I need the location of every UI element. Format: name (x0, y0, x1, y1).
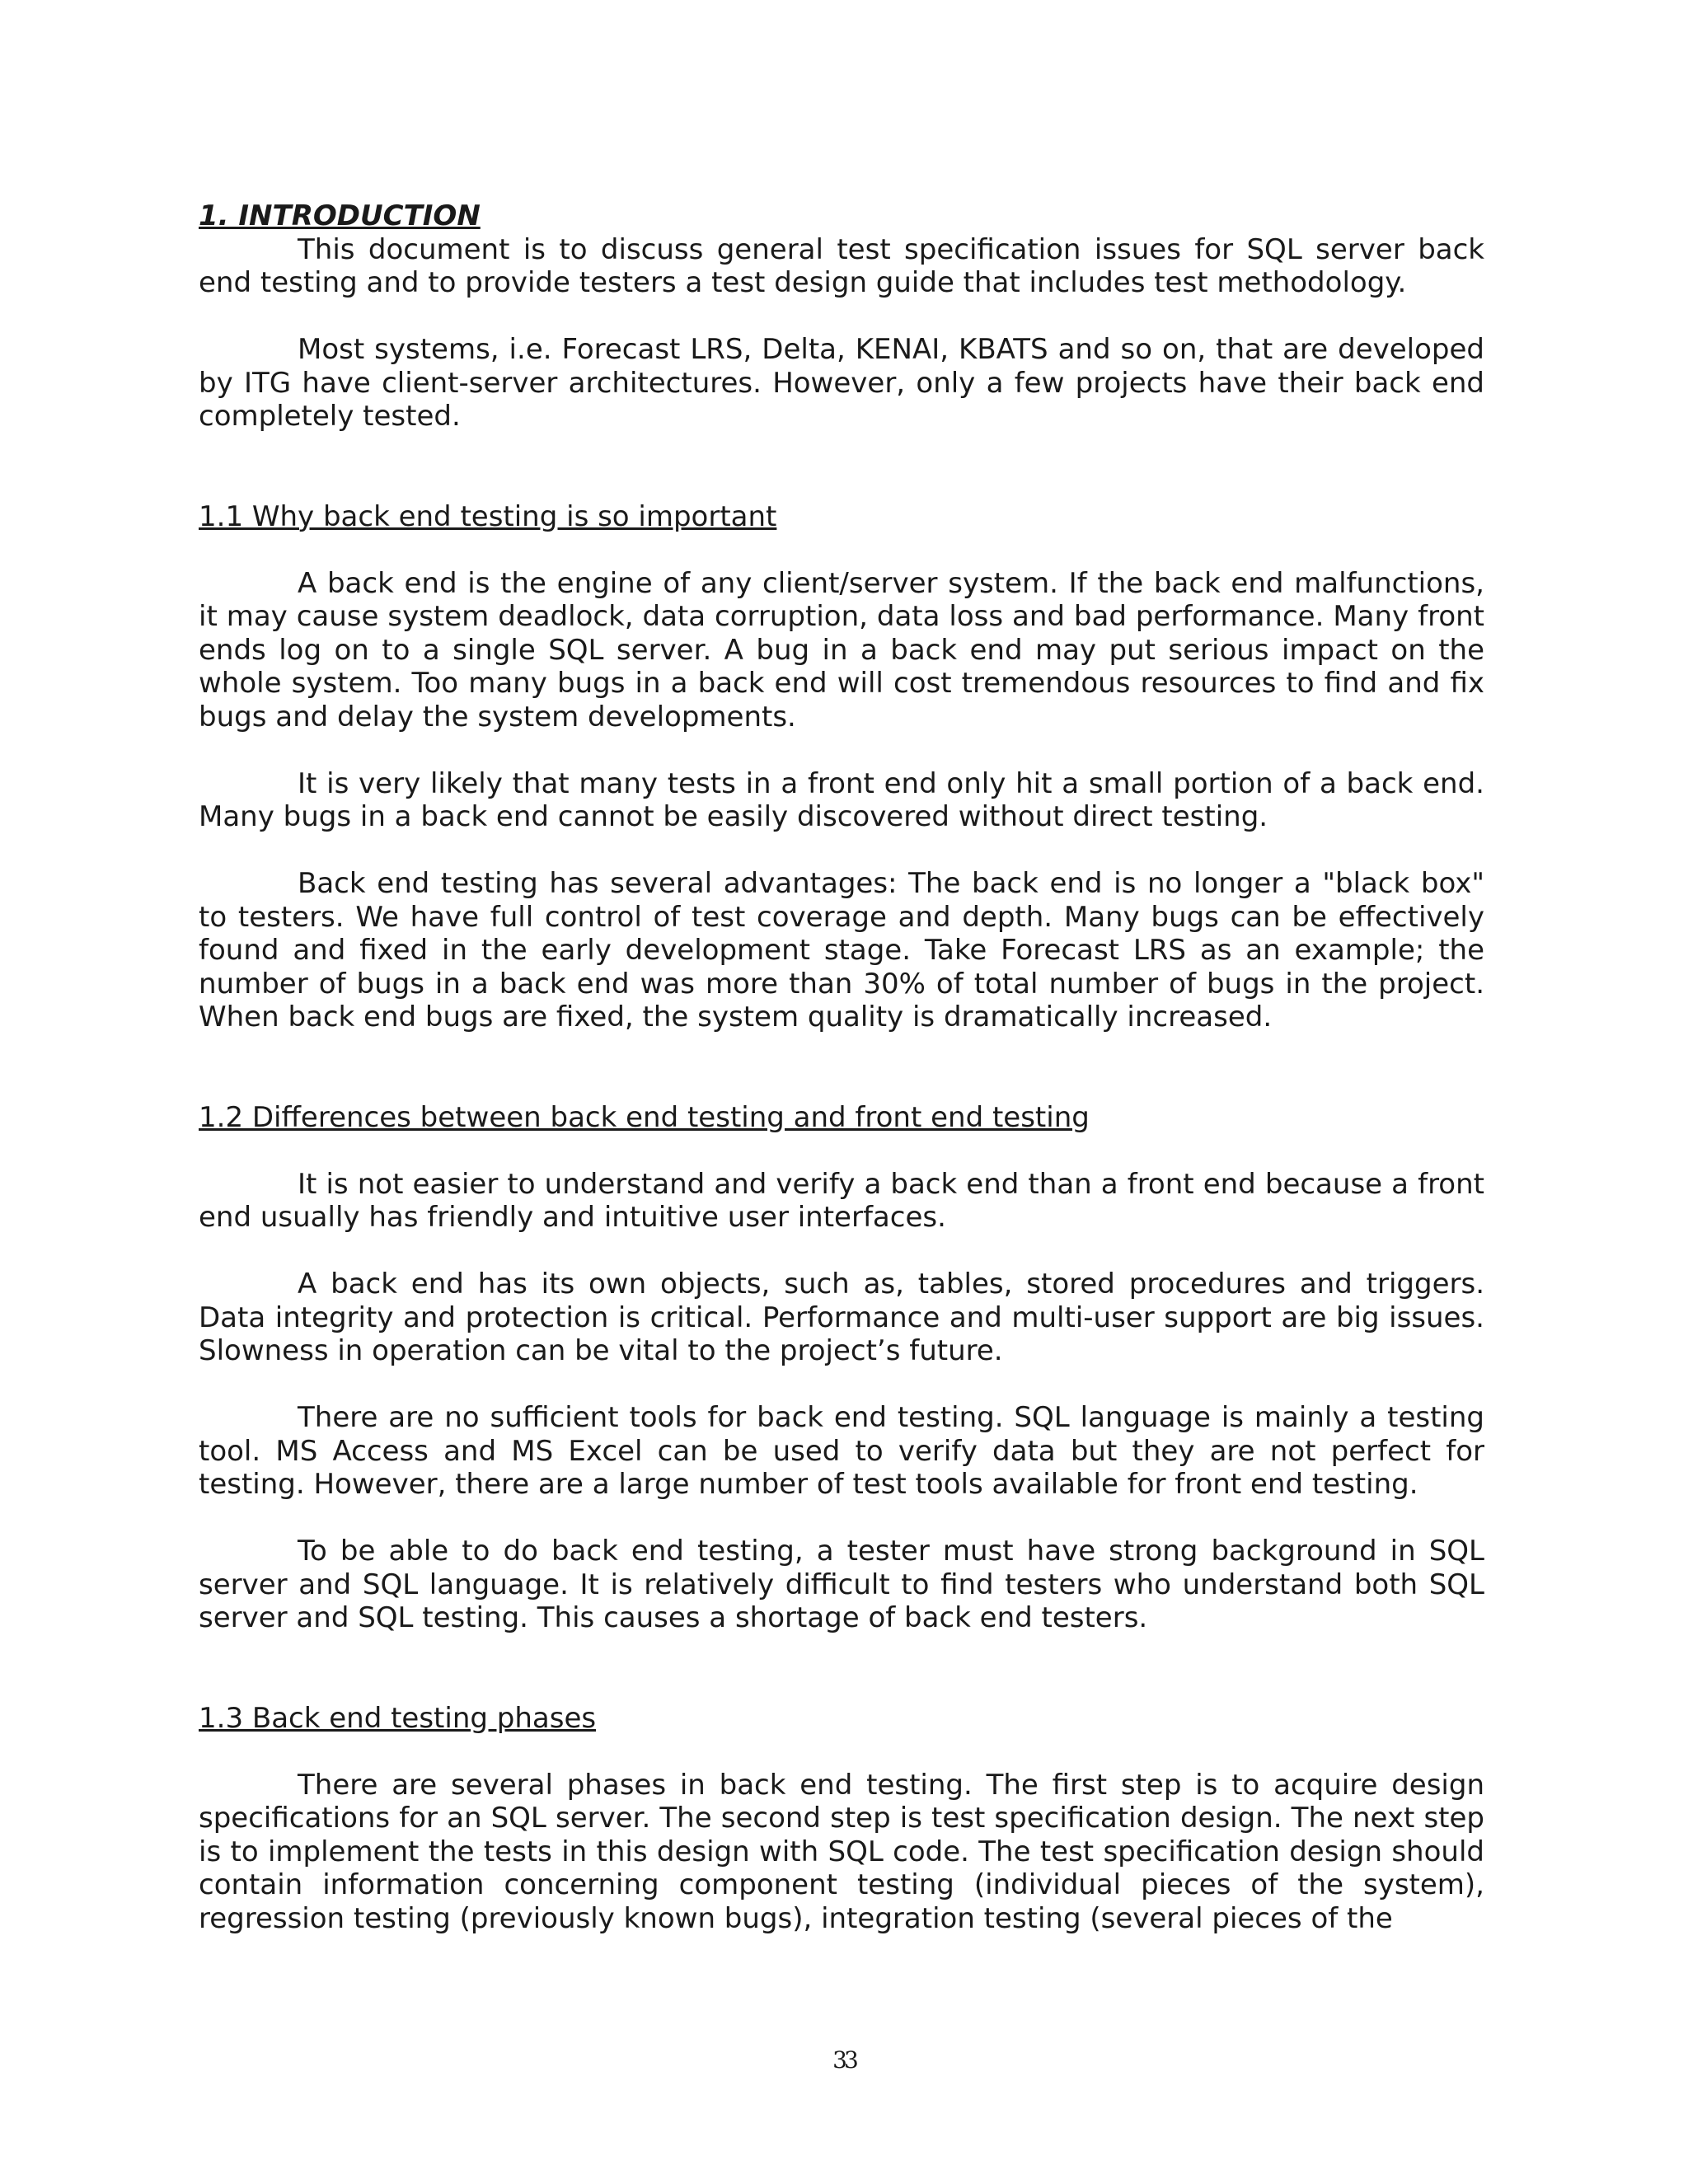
spacer (199, 834, 1484, 868)
section-1-1-paragraph-3: Back end testing has several advantages: The back end is no longer a "black box" to testers. We have full control of test coverage and depth. Many bugs can be effectively found and fixed in the early development stage. Take Forecast LRS as an example; the number of bugs in a back end was more than 30% of total number of bugs in the project. When back end bugs are fixed, the system quality is dramatically increased. (199, 867, 1484, 1033)
spacer (199, 300, 1484, 334)
spacer (199, 1368, 1484, 1402)
intro-paragraph-2: Most systems, i.e. Forecast LRS, Delta, KENAI, KBATS and so on, that are developed by ITG have client-server architectures. However, only a few projects have their back end completely tested. (199, 333, 1484, 433)
document-body (199, 199, 1484, 1935)
section-1-1-paragraph-2: It is very likely that many tests in a front end only hit a small portion of a back end. Many bugs in a back end cannot be easily discovered without direct testing. (199, 766, 1484, 833)
spacer (199, 533, 1484, 567)
spacer (199, 1034, 1484, 1101)
spacer (199, 1502, 1484, 1535)
section-1-1-paragraph-1: A back end is the engine of any client/server system. If the back end malfunctions, it may cause system deadlock, data corruption, data loss and bad performance. Many front ends log on to a single SQL server. A bug in a back end may put serious impact on the whole system. Too many bugs in a back end will cost tremendous resources to find and fix bugs and delay the system developments. (199, 566, 1484, 733)
section-heading-1-3: 1.3 Back end testing phases (199, 1701, 597, 1735)
section-heading-1-2: 1.2 Differences between back end testing and front end testing (199, 1100, 1090, 1134)
page-number: 33 (832, 2046, 856, 2074)
section-1-3-paragraph-1: There are several phases in back end testing. The first step is to acquire design specifications for an SQL server. The second step is test specification design. The next step is to implement the tests in this design with SQL code. The test specification design should contain information concerning component testing (individual pieces of the system), regression testing (previously known bugs), integration testing (several pieces of the (199, 1768, 1484, 1935)
section-1-2-paragraph-2: A back end has its own objects, such as, tables, stored procedures and triggers. Data integrity and protection is critical. Performance and multi-user support are big issues. Slowness in operation can be vital to the project’s future. (199, 1268, 1484, 1367)
section-heading-1-1: 1.1 Why back end testing is so important (199, 499, 777, 533)
spacer (199, 1635, 1484, 1702)
spacer (199, 1735, 1484, 1769)
intro-paragraph-1: This document is to discuss general test specification issues for SQL server back end testing and to provide testers a test design guide that includes test methodology. (199, 232, 1484, 299)
main-title: 1. INTRODUCTION (199, 199, 481, 232)
spacer (199, 733, 1484, 767)
section-1-2-paragraph-1: It is not easier to understand and verify a back end than a front end because a front end usually has friendly and intuitive user interfaces. (199, 1167, 1484, 1234)
section-1-2-paragraph-4: To be able to do back end testing, a tester must have strong background in SQL server and SQL language. It is relatively difficult to find testers who understand both SQL server and SQL testing. This causes a shortage of back end testers. (199, 1535, 1484, 1634)
section-1-2-paragraph-3: There are no sufficient tools for back end testing. SQL language is mainly a testing tool. MS Access and MS Excel can be used to verify data but they are not perfect for testing. However, there are a large number of test tools available for front end testing. (199, 1401, 1484, 1501)
spacer (199, 1235, 1484, 1268)
spacer (199, 434, 1484, 500)
spacer (199, 1134, 1484, 1168)
